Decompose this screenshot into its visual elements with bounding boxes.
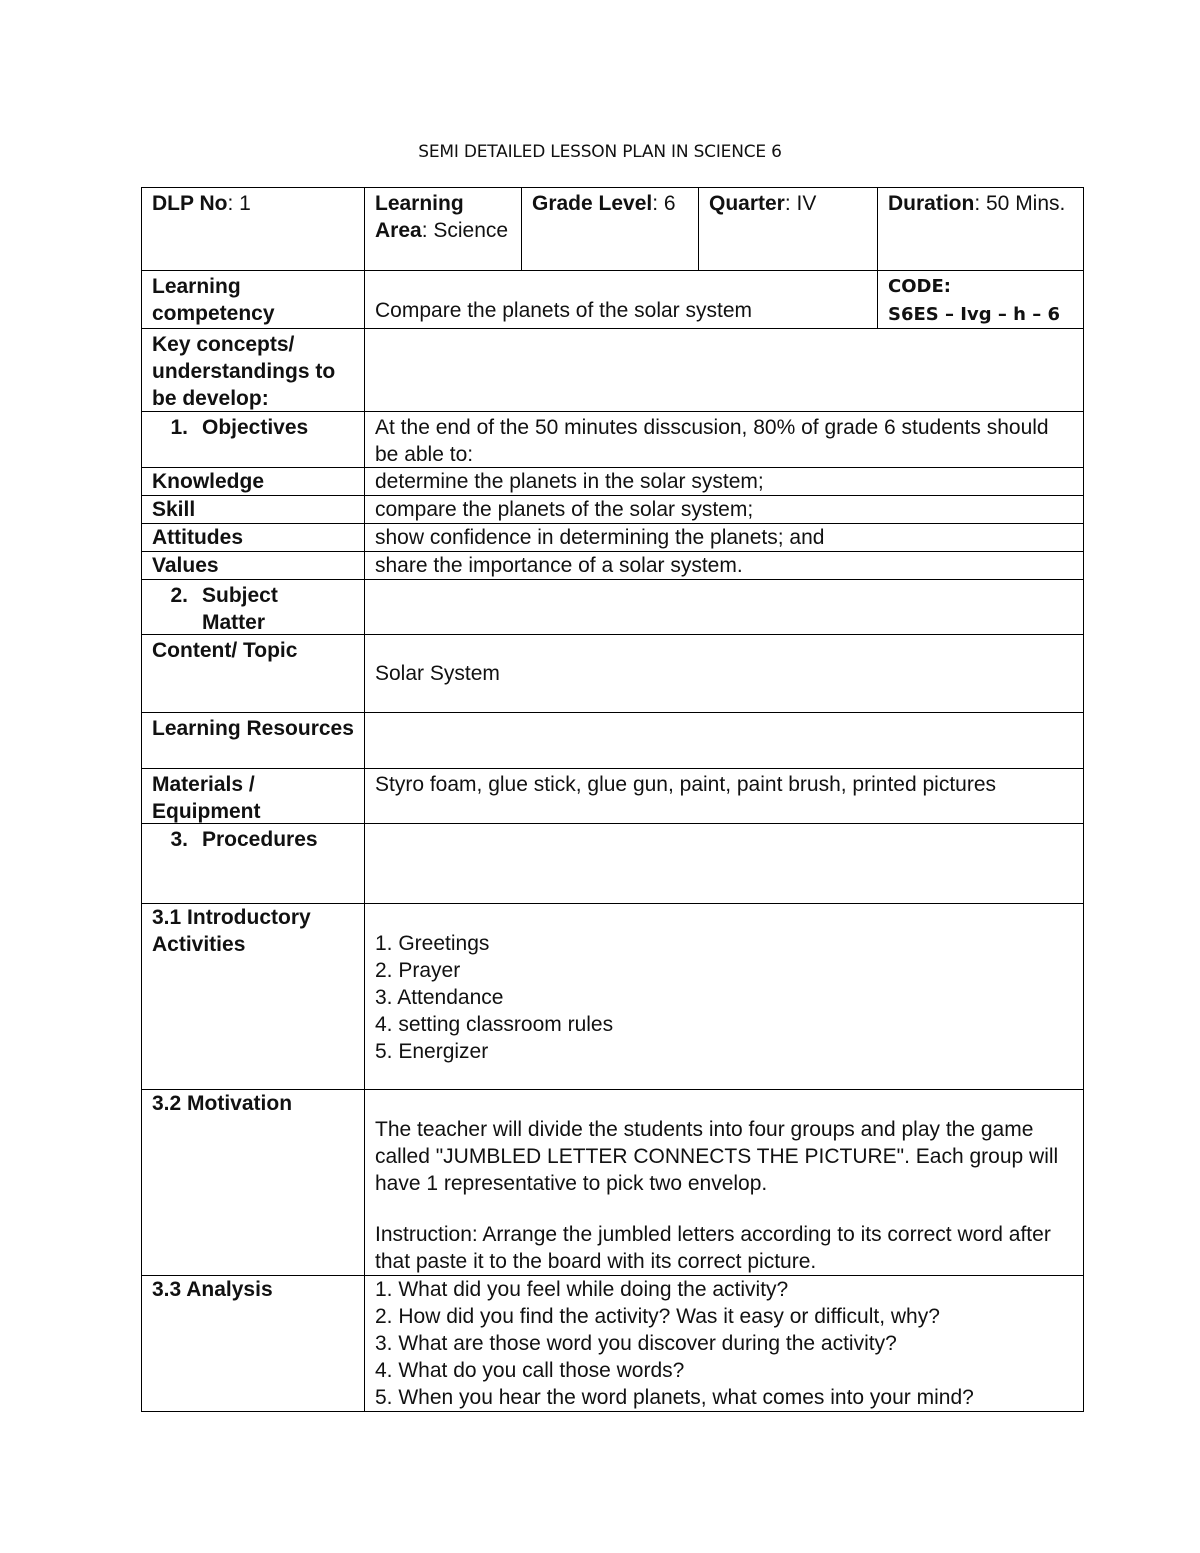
subject-matter-row [141, 579, 1084, 634]
content-topic-value: Solar System [364, 635, 1083, 712]
code-label: CODE: [888, 276, 951, 297]
lesson-plan-table [141, 187, 1084, 1412]
introductory-list [364, 904, 1083, 1089]
skill-label: Skill [152, 498, 196, 521]
header-row [141, 187, 1084, 270]
analysis-list [364, 1276, 1083, 1411]
list-item: 4. What do you call those words? [375, 1359, 685, 1382]
list-item: 3. Attendance [375, 986, 504, 1009]
duration-value: : 50 Mins. [974, 192, 1066, 215]
materials-row [141, 768, 1084, 823]
materials-label: Materials / Equipment [152, 773, 261, 823]
dlp-label: DLP No [152, 192, 228, 215]
analysis-row [141, 1275, 1084, 1412]
materials-value: Styro foam, glue stick, glue gun, paint, paint brush, printed pictures [364, 769, 1083, 823]
content-topic-label: Content/ Topic [152, 639, 298, 662]
motivation-label: 3.2 Motivation [152, 1092, 293, 1115]
analysis-label: 3.3 Analysis [152, 1278, 273, 1301]
competency-row [141, 270, 1084, 328]
subject-matter-number: 2. [170, 584, 188, 607]
procedures-label-cell [142, 824, 364, 903]
learning-resources-label: Learning Resources [152, 717, 354, 740]
objectives-value: At the end of the 50 minutes disscusion, 80% of grade 6 students should be able to: [364, 412, 1083, 467]
key-concepts-label: Key concepts/ understandings to be develop: [152, 333, 336, 410]
code-cell [877, 271, 1083, 328]
learning-resources-row [141, 712, 1084, 768]
quarter-cell [698, 188, 877, 270]
key-concepts-value [364, 329, 1083, 411]
motivation-paragraph-2: Instruction: Arrange the jumbled letters according to its correct word after that paste it to the board with its correct picture. [375, 1223, 1051, 1273]
knowledge-value: determine the planets in the solar system; [364, 468, 1083, 495]
subject-matter-label-cell [142, 580, 364, 634]
knowledge-label: Knowledge [152, 470, 265, 493]
procedures-number: 3. [170, 828, 188, 851]
skill-row [141, 495, 1084, 523]
duration-label: Duration [888, 192, 975, 215]
competency-label: Learning competency [152, 275, 275, 325]
list-item: 1. What did you feel while doing the activity? [375, 1278, 789, 1301]
learning-area-value: : Science [421, 219, 509, 242]
duration-cell [877, 188, 1083, 270]
procedures-label: Procedures [202, 828, 318, 851]
dlp-cell [142, 188, 364, 270]
grade-level-label: Grade Level [532, 192, 653, 215]
objectives-label-cell [142, 412, 364, 467]
values-label: Values [152, 554, 219, 577]
objectives-number: 1. [170, 416, 188, 439]
attitudes-label: Attitudes [152, 526, 243, 549]
introductory-row [141, 903, 1084, 1089]
knowledge-row [141, 467, 1084, 495]
grade-level-value: : 6 [652, 192, 676, 215]
code-value: S6ES – Ivg – h – 6 [888, 304, 1061, 325]
learning-area-label: Learning Area [375, 192, 464, 242]
list-item: 2. Prayer [375, 959, 461, 982]
attitudes-row [141, 523, 1084, 551]
list-item: 3. What are those word you discover during the activity? [375, 1332, 897, 1355]
subject-matter-label: Subject Matter [202, 584, 278, 634]
introductory-label: 3.1 Introductory Activities [152, 906, 311, 956]
competency-value: Compare the planets of the solar system [364, 271, 877, 328]
learning-resources-value [364, 713, 1083, 768]
list-item: 5. When you hear the word planets, what comes into your mind? [375, 1386, 974, 1409]
quarter-label: Quarter [709, 192, 785, 215]
list-item: 1. Greetings [375, 932, 490, 955]
grade-level-cell [521, 188, 698, 270]
values-row [141, 551, 1084, 579]
list-item: 5. Energizer [375, 1040, 489, 1063]
list-item: 4. setting classroom rules [375, 1013, 614, 1036]
procedures-row [141, 823, 1084, 903]
procedures-value [364, 824, 1083, 903]
learning-area-cell [364, 188, 521, 270]
key-concepts-row [141, 328, 1084, 411]
quarter-value: : IV [784, 192, 817, 215]
content-topic-row [141, 634, 1084, 712]
dlp-value: : 1 [227, 192, 251, 215]
objectives-label: Objectives [202, 416, 309, 439]
motivation-paragraph-1: The teacher will divide the students into four groups and play the game called "JUMBLED LETTER CONNECTS THE PICTURE". Each group will have 1 representative to pick two envelop. [375, 1118, 1059, 1195]
motivation-content [364, 1090, 1083, 1275]
values-value: share the importance of a solar system. [364, 552, 1083, 579]
motivation-row [141, 1089, 1084, 1275]
skill-value: compare the planets of the solar system; [364, 496, 1083, 523]
objectives-row [141, 411, 1084, 467]
list-item: 2. How did you find the activity? Was it easy or difficult, why? [375, 1305, 940, 1328]
subject-matter-value [364, 580, 1083, 634]
document-title: SEMI DETAILED LESSON PLAN IN SCIENCE 6 [418, 142, 782, 162]
attitudes-value: show confidence in determining the planets; and [364, 524, 1083, 551]
